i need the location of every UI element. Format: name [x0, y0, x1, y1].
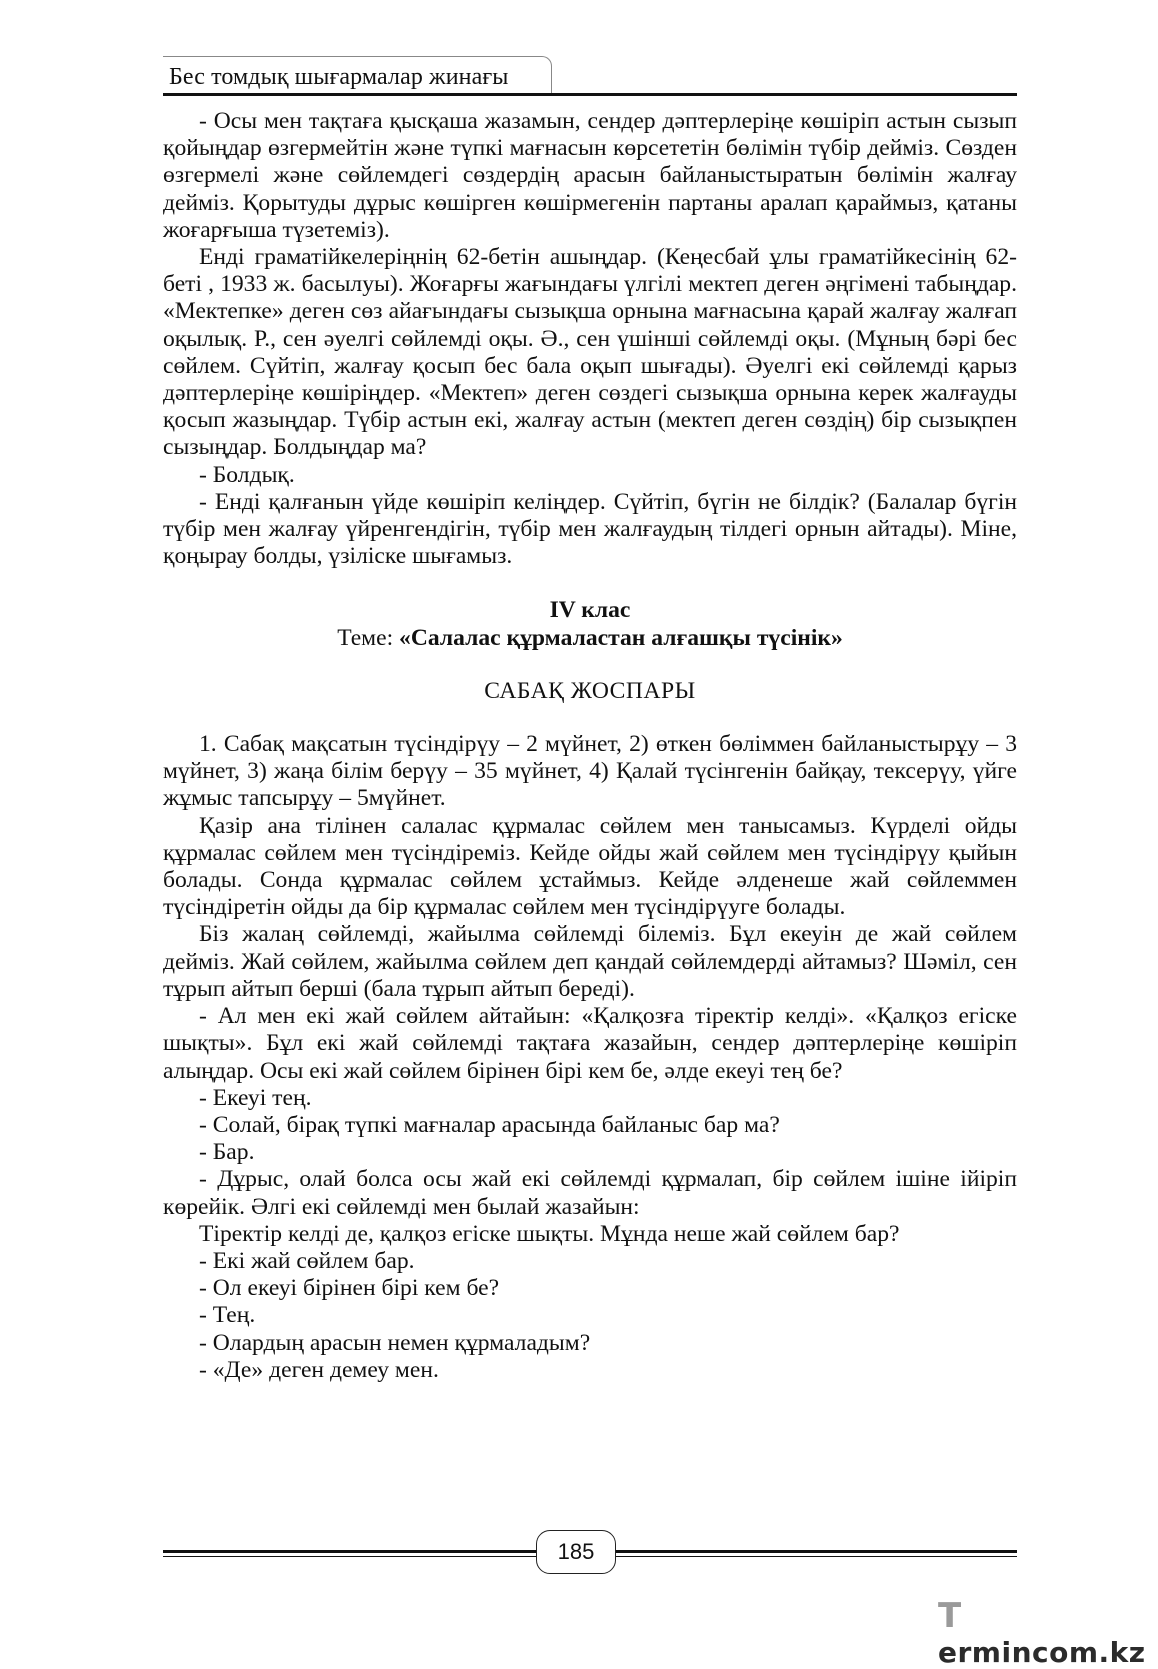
paragraph: - Ал мен екі жай сөйлем айтайын: «Қалқозға тіректір келді». «Қалқоз егіске шықты». Бұл екі жай сөйлемді тақтаға жазайын, сендер дәптерлеріңе көшіріп алыңдар. Осы екі жай сөйлем бірінен бірі кем бе, әлде екеуі тең бе? [163, 1003, 1017, 1084]
paragraph: - Солай, бірақ түпкі мағналар арасында байланыс бар ма? [199, 1111, 780, 1138]
page-number: 185 [536, 1530, 616, 1574]
book-title: Бес томдық шығармалар жинағы [169, 64, 509, 90]
watermark-text-1: ermincо [938, 1636, 1069, 1669]
page-body [163, 108, 1017, 1384]
watermark-text-2: m.kz [1068, 1636, 1146, 1669]
paragraph: - Екеуі тең. [199, 1084, 312, 1111]
paragraph: - Тең. [199, 1302, 256, 1329]
running-header [163, 56, 1017, 96]
paragraph: - Олардың арасын немен құрмаладым? [199, 1329, 591, 1356]
class-title: IV клас [549, 597, 631, 624]
footer-rule-right-thin [616, 1556, 1017, 1557]
paragraph: Қазір ана тілінен салалас құрмалас сөйлем мен танысамыз. Күрделі ойды құрмалас сөйлем мен түсіндіреміз. Кейде ойды жай сөйлем мен түсіндірүу қыйын болады. Сонда құрмалас сөйлем ұстаймыз. Кейде әлденеше жай сөйлеммен түсіндіретін ойды да бір құрмалас сөйлем мен түсіндірүуге болады. [163, 812, 1017, 921]
paragraph: - Ол екеуі бірінен бірі кем бе? [199, 1275, 500, 1302]
paragraph: Енді граматійкелеріңнің 62-бетін ашыңдар. (Кеңесбай ұлы граматійкесінің 62- беті , 1933 ж. басылуы). Жоғарғы жағындағы үлгілі мектеп деген әңгімені табыңдар. «Мектепке» деген сөз айағындағы сызықша орнына мағнасына қарай жалғау жалғап оқылық. Р., сен әуелгі сөйлемді оқы. Ә., сен үшінші сөйлемді оқы. (Мұның бәрі бес сөйлем. Сүйтіп, жалғау қосып бес бала оқып шығады). Әуелгі екі сөйлемді қарыз дәптерлеріңе көшіріңдер. «Мектеп» деген сөздегі сызықша орнына керек жалғауды қосып жазыңдар. Түбір астын екі, жалғау астын (мектеп деген сөздің) бір сызықпен сызыңдар. Болдыңдар ма? [163, 244, 1017, 461]
paragraph: - Дұрыс, олай болса осы жай екі сөйлемді құрмалап, бір сөйлем ішіне ійіріп көрейік. Әлгі екі сөйлемді мен былай жазайын: [163, 1166, 1017, 1220]
watermark-logo-letter: T [938, 1596, 962, 1636]
paragraph: Тіректір келді де, қалқоз егіске шықты. Мұнда неше жай сөйлем бар? [199, 1220, 900, 1247]
lesson-plan-title: САБАҚ ЖОСПАРЫ [484, 677, 696, 704]
paragraph: Біз жалаң сөйлемді, жайылма сөйлемді білеміз. Бұл екеуін де жай сөйлем дейміз. Жай сөйлем, жайылма сөйлем деп қандай сөйлемдерді айтамыз? Шәміл, сен тұрып айтып берші (бала тұрып айтып береді). [163, 921, 1017, 1002]
header-rule [163, 93, 1017, 96]
paragraph: - «Де» деген демеу мен. [199, 1356, 439, 1383]
paragraph: - Болдық. [199, 461, 295, 488]
footer-rule-left [163, 1550, 536, 1553]
footer-rule-right [616, 1550, 1017, 1553]
paragraph: - Бар. [199, 1139, 255, 1166]
paragraph: - Енді қалғанын үйде көшіріп келіңдер. Сүйтіп, бүгін не білдік? (Балалар бүгін түбір мен жалғау үйренгендігін, түбір мен жалғаудың тілдегі орнын айтады). Міне, қоңырау болды, үзіліске шығамыз. [163, 488, 1017, 570]
theme-prefix: Теме: [337, 624, 400, 651]
paragraph: 1. Сабақ мақсатын түсіндірүу – 2 мүйнет, 2) өткен бөліммен байланыстырұу – 3 мүйнет, 3) жаңа білім берүу – 35 мүйнет, 4) Қалай түсінгенін байқау, тексерүу, үйге жұмыс тапсырұу – 5мүйнет. [163, 731, 1017, 812]
theme-line [163, 625, 1017, 652]
footer-rule-left-thin [163, 1556, 536, 1557]
theme-title: «Салалас құрмаластан алғашқы түсінік» [399, 624, 843, 651]
paragraph: - Екі жай сөйлем бар. [199, 1247, 415, 1274]
page-footer [163, 1530, 1017, 1580]
terminco-watermark [938, 1596, 1153, 1669]
paragraph: - Осы мен тақтаға қысқаша жазамын, сендер дәптерлеріңе көшіріп астын сызып қойыңдар өзгермейтін және түпкі мағнасын көрсететін бөлімін түбір дейміз. Сөзден өзгермелі және сөйлемдегі сөздердің арасын байланыстыратын бөлімін жалғау дейміз. Қорытуды дұрыс көшірген көшірмегенін партаны аралап қараймыз, қатаны жоғарғыша түзетеміз). [163, 108, 1017, 243]
